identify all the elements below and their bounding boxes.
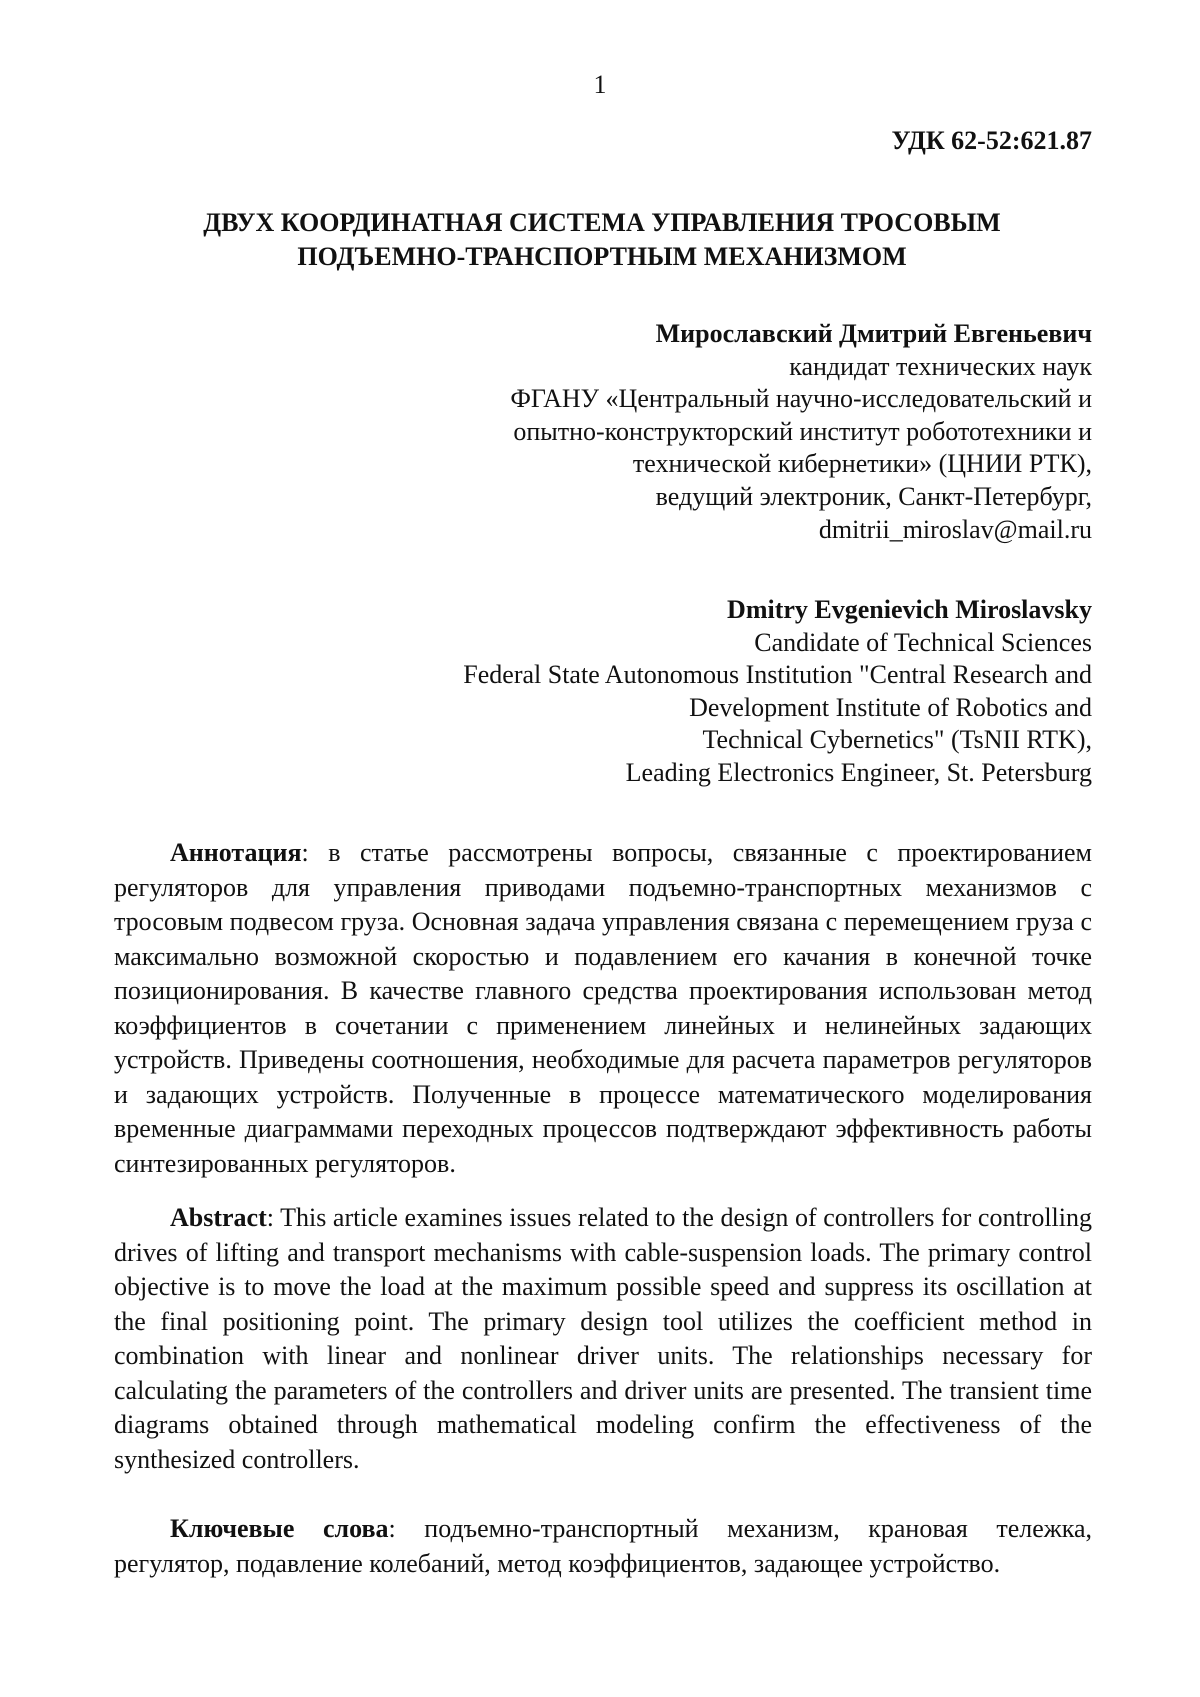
author-en-block — [463, 594, 1092, 790]
author-ru-block — [510, 318, 1092, 546]
keywords-text: : подъемно-транспортный механизм, крановая тележка, регулятор, подавление колебаний, метод коэффициентов, задающее устройство. — [114, 1514, 1093, 1578]
paper-title-line-1: ДВУХ КООРДИНАТНАЯ СИСТЕМА УПРАВЛЕНИЯ ТРОСОВЫМ — [203, 208, 1001, 237]
keywords-label: Ключевые слова — [170, 1514, 389, 1543]
abstract-en-paragraph — [114, 1201, 1092, 1477]
author-ru-position: ведущий электроник, Санкт-Петербург, — [655, 481, 1092, 511]
paper-title-line-2: ПОДЪЕМНО-ТРАНСПОРТНЫМ МЕХАНИЗМОМ — [297, 242, 907, 271]
author-ru-email: dmitrii_miroslav@mail.ru — [818, 514, 1092, 544]
author-en-name: Dmitry Evgenievich Miroslavsky — [727, 595, 1092, 624]
abstract-en-text: : This article examines issues related to the design of controllers for controlling drives of lifting and transport mechanisms with cable-suspension loads. The primary control objective is to move the load at the maximum possible speed and suppress its oscillation at the final positioning point. The primary design tool utilizes the coefficient method in combination with linear and nonlinear driver units. The relationships necessary for calculating the parameters of the controllers and driver units are presented. The transient time diagrams obtained through mathematical modeling confirm the effectiveness of the synthesized controllers. — [114, 1203, 1092, 1474]
abstract-ru-label: Аннотация — [170, 838, 302, 867]
author-ru-name: Мирославский Дмитрий Евгеньевич — [655, 319, 1092, 348]
abstract-ru-text: : в статье рассмотрены вопросы, связанные с проектированием регуляторов для управления приводами подъемно-транспортных механизмов с тросовым подвесом груза. Основная задача управления связана с перемещением груза с максимально возможной скоростью и подавлением его качания в конечной точке позиционирования. В качестве главного средства проектирования использован метод коэффициентов в сочетании с применением линейных и нелинейных задающих устройств. Приведены соотношения, необходимые для расчета параметров регуляторов и задающих устройств. Полученные в процессе математического моделирования временные диаграммами переходных процессов подтверждают эффективность работы синтезированных регуляторов. — [114, 838, 1092, 1178]
author-en-affiliation-line-3: Technical Cybernetics" (TsNII RTK), — [702, 725, 1092, 755]
author-ru-degree: кандидат технических наук — [789, 351, 1092, 381]
author-ru-affiliation-line-1: ФГАНУ «Центральный научно-исследовательский и — [510, 384, 1092, 414]
abstract-ru-paragraph — [114, 836, 1092, 1181]
paper-title — [110, 206, 1094, 274]
author-en-affiliation-line-2: Development Institute of Robotics and — [689, 692, 1092, 722]
author-ru-affiliation-line-3: технической кибернетики» (ЦНИИ РТК), — [632, 449, 1092, 479]
author-en-position: Leading Electronics Engineer, St. Petersburg — [625, 757, 1092, 787]
udk-code: УДК 62-52:621.87 — [891, 126, 1092, 155]
keywords-paragraph — [114, 1512, 1092, 1581]
author-en-degree: Candidate of Technical Sciences — [754, 627, 1092, 657]
author-en-affiliation-line-1: Federal State Autonomous Institution "Central Research and — [463, 660, 1092, 690]
author-ru-affiliation-line-2: опытно-конструкторский институт робототехники и — [513, 416, 1092, 446]
abstract-en-label: Abstract — [170, 1203, 267, 1232]
page-number: 1 — [593, 70, 607, 99]
